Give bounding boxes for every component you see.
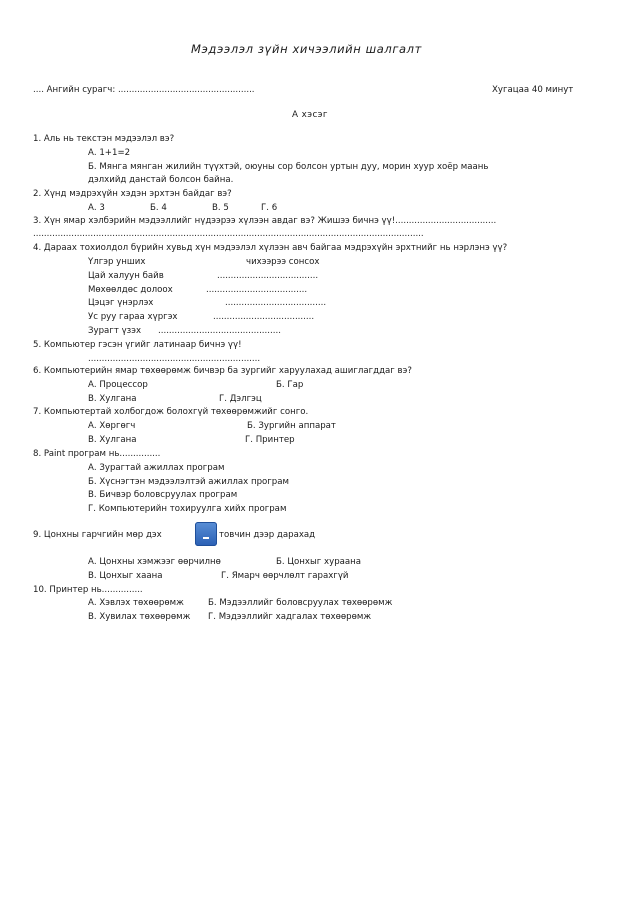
- q6-option-a: А. Процессор: [88, 380, 148, 390]
- q3-answer-line: ...............................................................................................................................................: [33, 229, 424, 239]
- q4-item-right: .....................................: [213, 312, 315, 322]
- q6-option-d: Г. Дэлгэц: [219, 394, 262, 404]
- question-9: 9. Цонхны гарчгийн мөр дэх: [33, 530, 162, 540]
- question-3: 3. Хүн ямар хэлбэрийн мэдээллийг нүдээрээ хүлээн авдаг вэ? Жишээ бичнэ үү!.....................................: [33, 216, 497, 226]
- q4-item-right: чихээрээ сонсох: [246, 257, 320, 267]
- q10-option-b: Б. Мэдээллийг боловсруулах төхөөрөмж: [208, 598, 393, 608]
- q1-option-b-cont: дэлхийд данстай болсон байна.: [88, 175, 234, 185]
- q8-option-a: А. Зурагтай ажиллах програм: [88, 463, 225, 473]
- q4-item-left: Зурагт үзэх: [88, 326, 142, 336]
- question-4: 4. Дараах тохиолдол бүрийн хувьд хүн мэдээлэл хүлээн авч байгаа мэдрэхүйн эрхтнийг нь нэрлэнэ үү?: [33, 243, 508, 253]
- question-10: 10. Принтер нь...............: [33, 585, 143, 595]
- q4-item-left: Цэцэг үнэрлэх: [88, 298, 154, 308]
- q5-answer-line: ...............................................................: [88, 354, 261, 364]
- q7-option-b: Б. Зургийн аппарат: [247, 421, 336, 431]
- question-2: 2. Хүнд мэдрэхүйн хэдэн эрхтэн байдаг вэ?: [33, 189, 232, 199]
- question-1: 1. Аль нь текстэн мэдээлэл вэ?: [33, 134, 175, 144]
- page-title: Мэдээлэл зүйн хичээлийн шалгалт: [191, 42, 422, 56]
- q10-option-d: Г. Мэдээллийг хадгалах төхөөрөмж: [208, 612, 372, 622]
- q4-item-left: Үлгэр унших: [88, 257, 146, 267]
- student-name-line: .... Ангийн сурагч: ..................................................: [33, 85, 255, 95]
- q4-item-right: .....................................: [225, 298, 327, 308]
- q4-item-right: .....................................: [217, 271, 319, 281]
- question-9-cont: товчин дээр дарахад: [219, 530, 316, 540]
- section-heading: А хэсэг: [292, 110, 328, 120]
- question-5: 5. Компьютер гэсэн үгийг латинаар бичнэ үү!: [33, 340, 242, 350]
- q7-option-a: А. Хөргөгч: [88, 421, 136, 431]
- q6-option-c: В. Хулгана: [88, 394, 137, 404]
- q10-option-c: В. Хувилах төхөөрөмж: [88, 612, 191, 622]
- q2-option-a: А. 3: [88, 203, 105, 213]
- q1-option-b: Б. Мянга мянган жилийн түүхтэй, оюуны сор болсон уртын дуу, морин хуур хоёр маань: [88, 162, 489, 172]
- q8-option-d: Г. Компьютерийн тохируулга хийх програм: [88, 504, 287, 514]
- q9-option-b: Б. Цонхыг хураана: [276, 557, 362, 567]
- q8-option-b: Б. Хүснэгтэн мэдээлэлтэй ажиллах програм: [88, 477, 290, 487]
- q4-item-left: Мөхөөлдөс долоох: [88, 285, 173, 295]
- q6-option-b: Б. Гар: [276, 380, 304, 390]
- q9-option-d: Г. Ямарч өөрчлөлт гарахгүй: [221, 571, 349, 581]
- q8-option-c: В. Бичвэр боловсруулах програм: [88, 490, 238, 500]
- q7-option-d: Г. Принтер: [245, 435, 295, 445]
- q10-option-a: А. Хэвлэх төхөөрөмж: [88, 598, 184, 608]
- question-7: 7. Компьютертай холбогдож болохгүй төхөөрөмжийг сонго.: [33, 407, 309, 417]
- q2-option-b: Б. 4: [150, 203, 167, 213]
- q4-item-right: .....................................: [206, 285, 308, 295]
- question-8: 8. Paint програм нь...............: [33, 449, 161, 459]
- q4-item-left: Ус руу гараа хүргэх: [88, 312, 178, 322]
- q2-option-d: Г. 6: [261, 203, 278, 213]
- q9-option-c: В. Цонхыг хаана: [88, 571, 163, 581]
- q9-option-a: А. Цонхны хэмжээг өөрчилнө: [88, 557, 221, 567]
- q4-item-left: Цай халуун байв: [88, 271, 164, 281]
- minimize-window-icon: [195, 522, 217, 546]
- q7-option-c: В. Хулгана: [88, 435, 137, 445]
- exam-duration: Хугацаа 40 минут: [492, 85, 574, 95]
- q4-item-right: .............................................: [158, 326, 281, 336]
- q2-option-c: В. 5: [212, 203, 229, 213]
- q1-option-a: А. 1+1=2: [88, 148, 131, 158]
- question-6: 6. Компьютерийн ямар төхөөрөмж бичвэр ба зургийг харуулахад ашиглагддаг вэ?: [33, 366, 412, 376]
